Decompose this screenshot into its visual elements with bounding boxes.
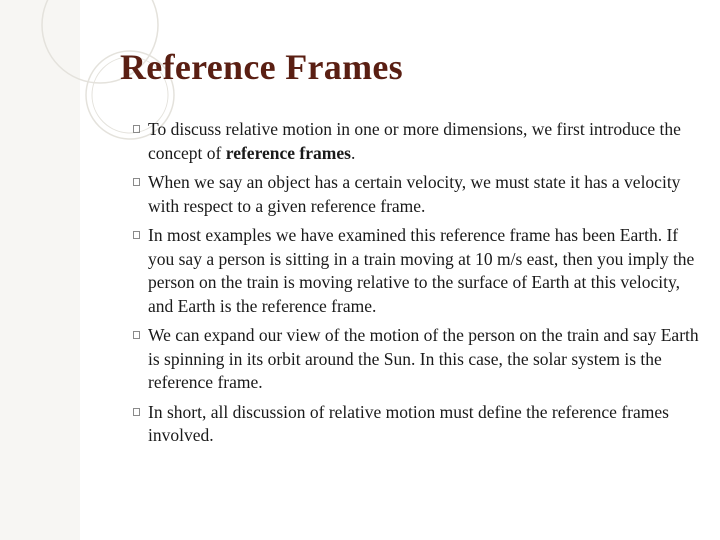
bullet-text: To discuss relative motion in one or more dimensions, we first introduce the concept of <box>148 119 681 163</box>
slide-title: Reference Frames <box>120 47 403 87</box>
bullet-text: In short, all discussion of relative motion must define the reference frames involved. <box>148 401 669 445</box>
square-bullet-icon <box>133 408 140 416</box>
bullet-emphasis: reference frames <box>225 142 351 163</box>
bullet-text: In most examples we have examined this reference frame has been Earth. If you say a person is sitting in a train moving at 10 m/s east, then you imply the person on the train is moving relative to the surface of Earth at this velocity, and Earth is the reference frame. <box>148 225 695 316</box>
bullet-list <box>133 118 703 454</box>
bullet-item <box>133 401 703 448</box>
bullet-item <box>133 118 703 165</box>
square-bullet-icon <box>133 178 140 186</box>
bullet-item <box>133 171 703 218</box>
square-bullet-icon <box>133 231 140 239</box>
square-bullet-icon <box>133 125 140 133</box>
bullet-text: When we say an object has a certain velocity, we must state it has a velocity with respect to a given reference frame. <box>148 172 681 216</box>
square-bullet-icon <box>133 331 140 339</box>
bullet-item <box>133 224 703 318</box>
bullet-item <box>133 324 703 395</box>
bullet-text: We can expand our view of the motion of the person on the train and say Earth is spinning in its orbit around the Sun. In this case, the solar system is the reference frame. <box>148 325 699 392</box>
bullet-text-end: . <box>350 142 356 163</box>
